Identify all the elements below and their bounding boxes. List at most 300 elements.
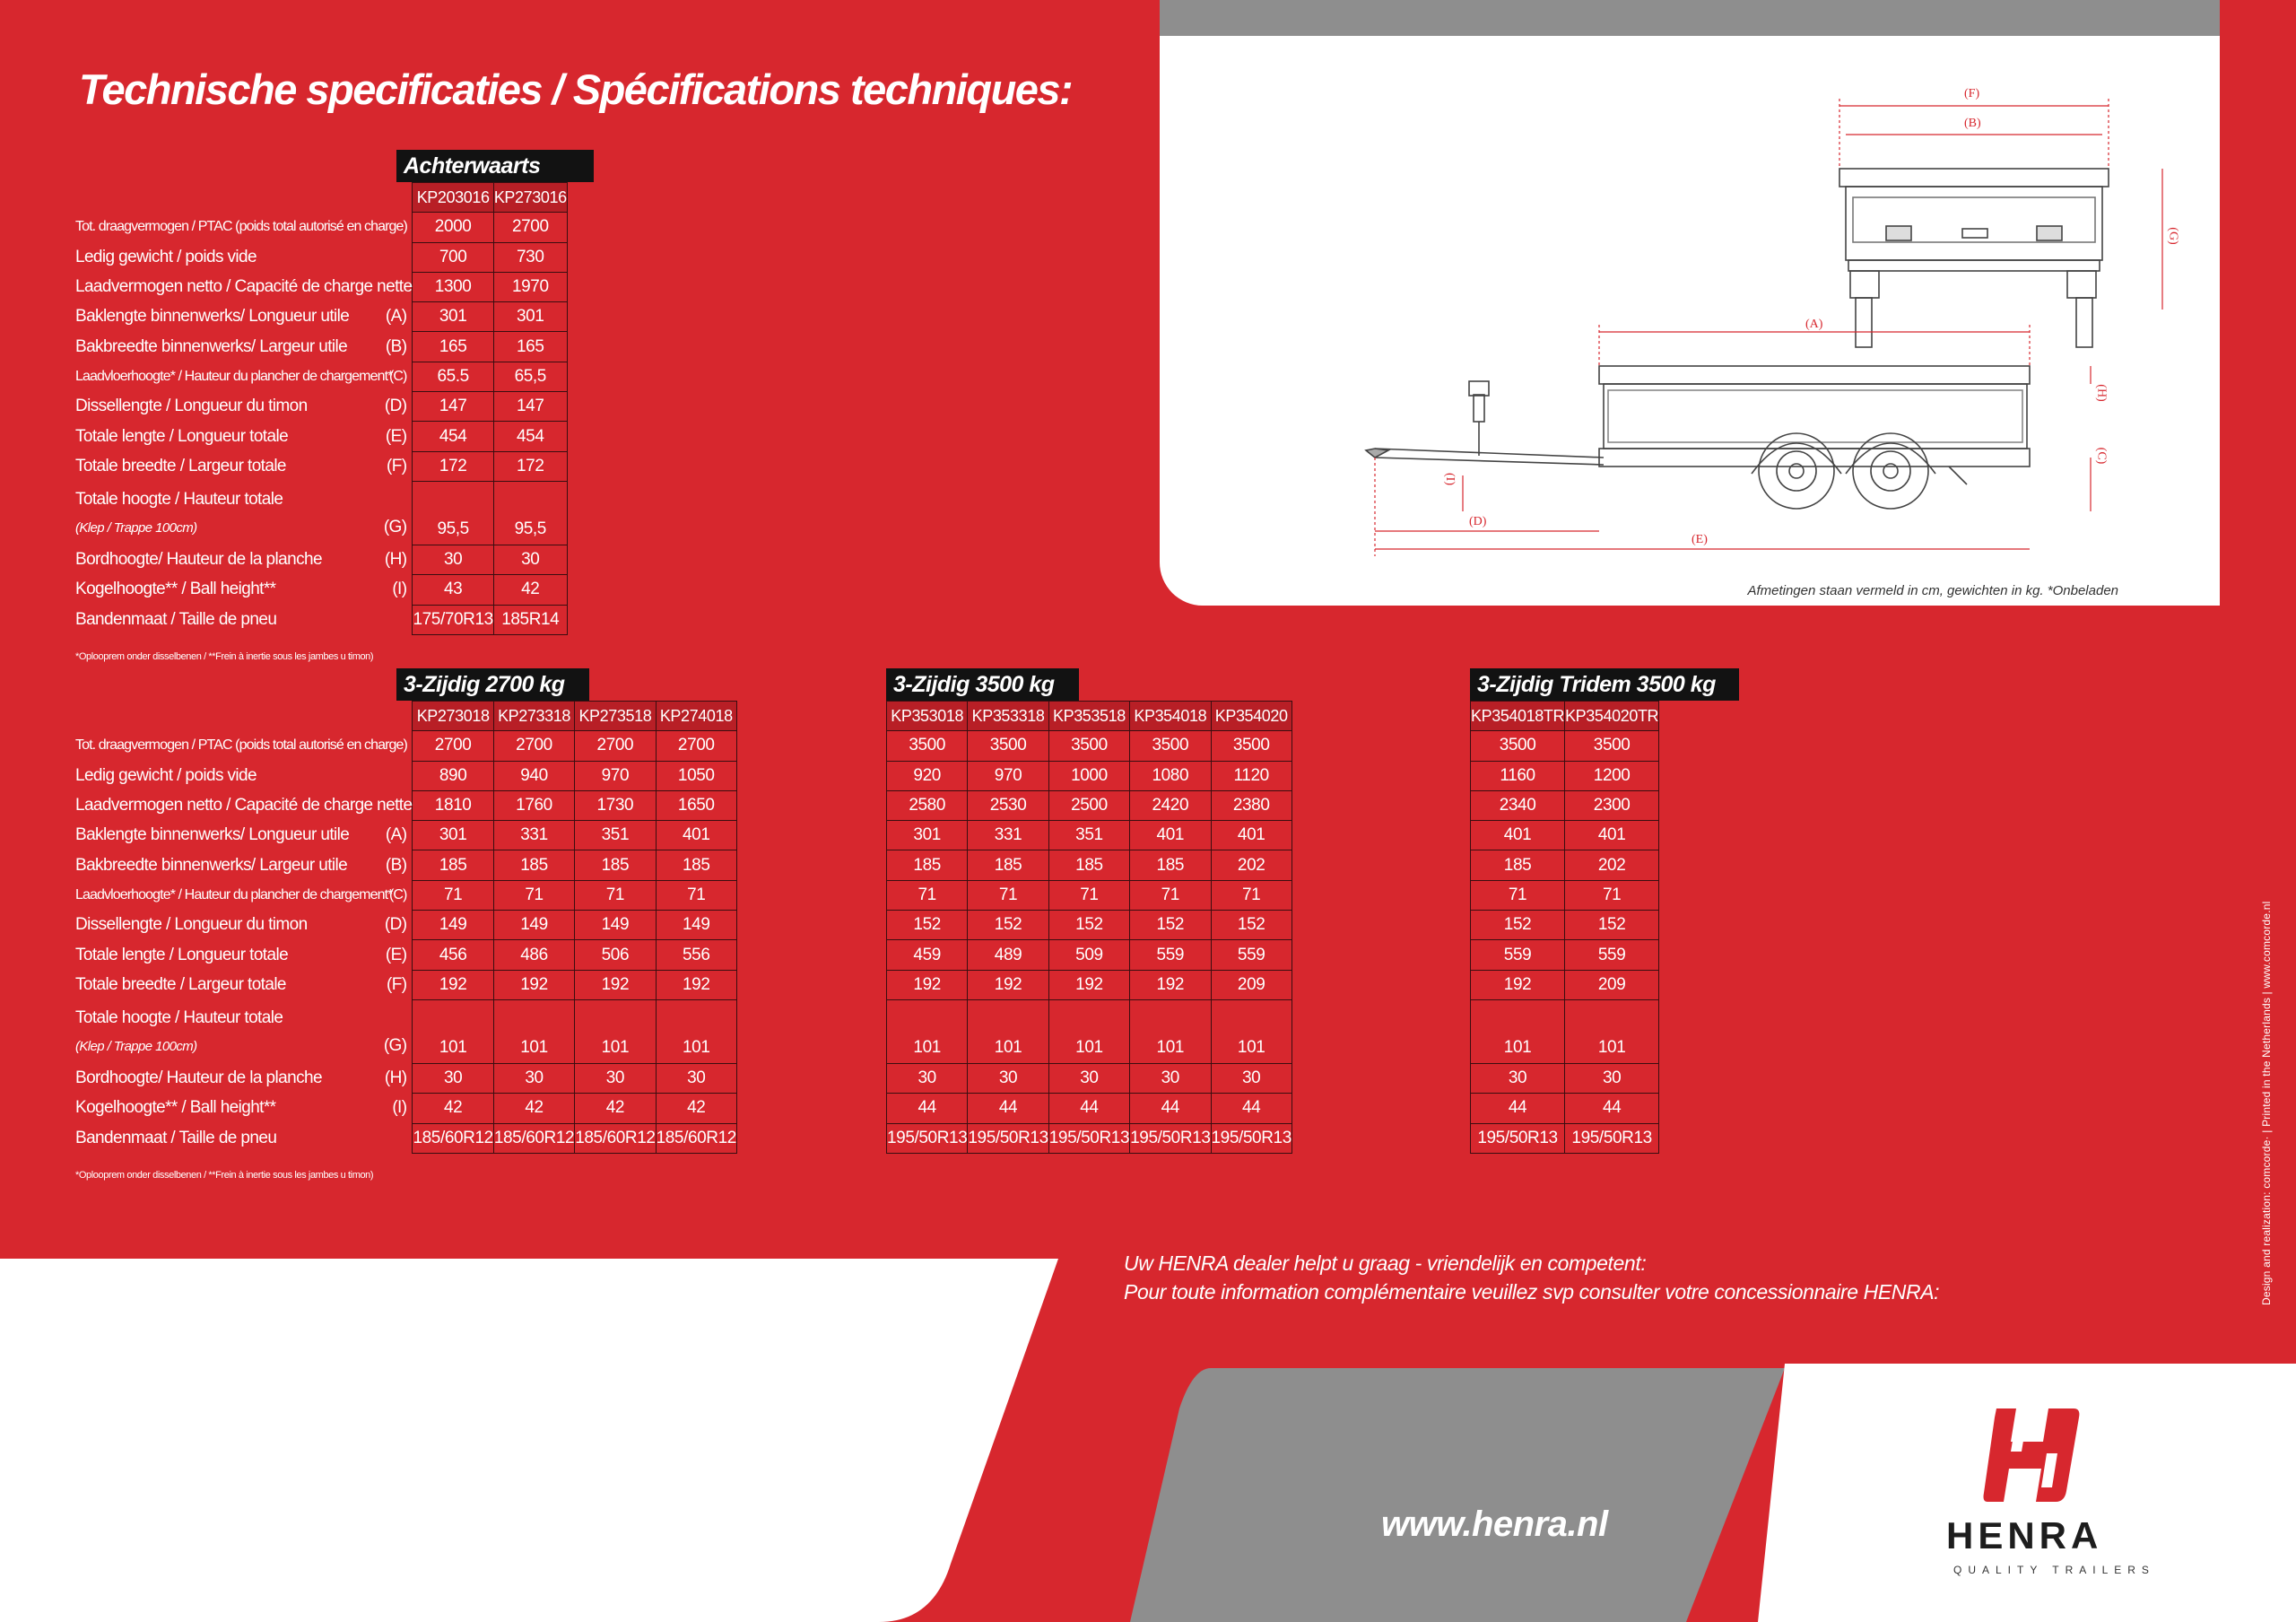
spec-value: 30: [656, 1063, 736, 1093]
spec-value: 152: [1471, 911, 1565, 940]
spec-row: [887, 1094, 1292, 1123]
spec-value: 71: [968, 880, 1048, 910]
spec-row: [1471, 880, 1659, 910]
spec-value: 730: [493, 242, 567, 272]
dim-d-label: (D): [1469, 515, 1487, 528]
spec-value: 165: [413, 332, 493, 362]
brand-tagline: QUALITY TRAILERS: [1953, 1564, 2155, 1576]
model-row: [887, 702, 1292, 731]
spec-label: [75, 790, 413, 820]
spec-value: 331: [968, 821, 1048, 850]
spec-value: 3500: [968, 731, 1048, 761]
spec-row: [1471, 790, 1659, 820]
footnote: *Oplooprem onder disselbenen / **Frein à inertie sous les jambes u timon): [75, 651, 374, 662]
spec-value: 192: [887, 970, 968, 999]
spec-value: 2420: [1130, 790, 1211, 820]
spec-value: 44: [1048, 1094, 1129, 1123]
spec-label-text: Laadvloerhoogte* / Hauteur du plancher de chargement*: [75, 368, 393, 384]
spec-value: 44: [968, 1094, 1048, 1123]
dimension-code: (G): [383, 1036, 407, 1056]
spec-row: [75, 850, 736, 880]
dimension-code: (I): [392, 580, 407, 599]
spec-value: 30: [1565, 1063, 1659, 1093]
model-code: KP273518: [575, 702, 656, 731]
spec-value: 509: [1048, 940, 1129, 970]
spec-label-text: Laadvermogen netto / Capacité de charge nette: [75, 796, 413, 815]
spec-value: 2340: [1471, 790, 1565, 820]
spec-row: [75, 362, 567, 391]
block-heading: 3-Zijdig 2700 kg: [396, 668, 589, 701]
spec-value: 195/50R13: [1048, 1123, 1129, 1153]
spec-value: 195/50R13: [887, 1123, 968, 1153]
spec-value: 700: [413, 242, 493, 272]
spec-label-text: Totale breedte / Largeur totale: [75, 456, 286, 475]
spec-value: 185: [887, 850, 968, 880]
spec-row: [887, 940, 1292, 970]
spec-value: 454: [413, 422, 493, 451]
spec-value: 101: [1130, 999, 1211, 1063]
spec-value: 30: [413, 545, 493, 574]
spec-label-text: Bakbreedte binnenwerks/ Largeur utile: [75, 855, 348, 875]
spec-value: 152: [1211, 911, 1292, 940]
spec-row: [75, 970, 736, 999]
spec-value: 1970: [493, 272, 567, 301]
spec-value: 940: [493, 761, 574, 790]
spec-row: [1471, 999, 1659, 1063]
spec-value: 331: [493, 821, 574, 850]
spec-row: [1471, 970, 1659, 999]
dim-b-label: (B): [1964, 117, 1981, 130]
spec-value: 1000: [1048, 761, 1129, 790]
spec-value: 152: [887, 911, 968, 940]
top-grey-band: [1160, 0, 2220, 36]
dealer-text: [1124, 1249, 1939, 1306]
spec-value: 71: [575, 880, 656, 910]
dimension-code: (D): [384, 397, 407, 416]
spec-value: 149: [493, 911, 574, 940]
dimension-code: (B): [385, 336, 407, 356]
spec-value: 3500: [1048, 731, 1129, 761]
model-code: KP274018: [656, 702, 736, 731]
dimension-code: (B): [385, 855, 407, 875]
spec-label: [75, 850, 413, 880]
dimension-code: (G): [383, 518, 407, 537]
spec-label-text: Baklengte binnenwerks/ Longueur utile: [75, 307, 350, 327]
spec-label: [75, 911, 413, 940]
spec-label-text: Kogelhoogte** / Ball height**: [75, 1098, 276, 1118]
spec-value: 30: [1130, 1063, 1211, 1093]
spec-label: [75, 731, 413, 761]
spec-row: [75, 545, 567, 574]
spec-value: 351: [1048, 821, 1129, 850]
spec-label: [75, 1063, 413, 1093]
spec-value: 185: [968, 850, 1048, 880]
spec-value: 195/50R13: [968, 1123, 1048, 1153]
spec-value: 185/60R12: [656, 1123, 736, 1153]
dimension-code: (I): [392, 1098, 407, 1118]
dimension-code: (E): [385, 426, 407, 446]
spec-value: 2580: [887, 790, 968, 820]
spec-value: 152: [1565, 911, 1659, 940]
block-heading: 3-Zijdig Tridem 3500 kg: [1470, 668, 1739, 701]
spec-value: 1810: [413, 790, 493, 820]
spec-value: 454: [493, 422, 567, 451]
spec-row: [887, 880, 1292, 910]
spec-value: 3500: [1565, 731, 1659, 761]
spec-value: 2700: [493, 731, 574, 761]
spec-value: 202: [1565, 850, 1659, 880]
spec-value: 1120: [1211, 761, 1292, 790]
spec-value: 147: [413, 392, 493, 422]
spec-value: 401: [1211, 821, 1292, 850]
dimension-code: (C): [388, 886, 407, 903]
spec-label-text: Tot. draagvermogen / PTAC (poids total autorisé en charge): [75, 737, 407, 754]
spec-value: 101: [413, 999, 493, 1063]
grey-footer-band: [1130, 1368, 1812, 1622]
spec-label: [75, 970, 413, 999]
spec-row: [1471, 1063, 1659, 1093]
spec-label: [75, 392, 413, 422]
spec-row: [1471, 731, 1659, 761]
spec-value: 71: [887, 880, 968, 910]
spec-value: 456: [413, 940, 493, 970]
spec-value: 152: [968, 911, 1048, 940]
dim-i-label: (I): [1443, 473, 1457, 485]
dimension-code: (A): [385, 307, 407, 327]
spec-label-text: Bandenmaat / Taille de pneu: [75, 1128, 277, 1147]
spec-value: 43: [413, 575, 493, 605]
spec-value: 149: [656, 911, 736, 940]
spec-row: [887, 970, 1292, 999]
model-code: KP273018: [413, 702, 493, 731]
spec-label: [75, 272, 413, 301]
spec-value: 185: [1130, 850, 1211, 880]
spec-value: 44: [1565, 1094, 1659, 1123]
spec-value: 42: [656, 1094, 736, 1123]
spec-label-sub: (Klep / Trappe 100cm): [75, 1039, 197, 1055]
spec-value: 101: [493, 999, 574, 1063]
spec-row: [75, 1123, 736, 1153]
spec-label-text: Bandenmaat / Taille de pneu: [75, 609, 277, 629]
page-title: Technische specificaties / Spécifications techniques:: [79, 65, 1073, 113]
spec-value: 30: [413, 1063, 493, 1093]
spec-value: 185: [413, 850, 493, 880]
model-code: KP273318: [493, 702, 574, 731]
spec-row: [75, 302, 567, 332]
spec-table: [75, 701, 737, 1154]
spec-value: 351: [575, 821, 656, 850]
spec-value: 506: [575, 940, 656, 970]
spec-row: [887, 850, 1292, 880]
spec-value: 970: [575, 761, 656, 790]
spec-value: 2500: [1048, 790, 1129, 820]
spec-value: 486: [493, 940, 574, 970]
spec-table: [1470, 701, 1659, 1154]
spec-value: 101: [1048, 999, 1129, 1063]
spec-value: 185/60R12: [493, 1123, 574, 1153]
spec-value: 101: [656, 999, 736, 1063]
spec-value: 185R14: [493, 605, 567, 634]
credits-text: Design and realization: comcorde· | Printed in the Netherlands | www.comcorde.nl: [2260, 901, 2273, 1305]
spec-value: 209: [1565, 970, 1659, 999]
spec-label: [75, 451, 413, 481]
model-row: [75, 702, 736, 731]
spec-label: [75, 821, 413, 850]
spec-value: 2700: [413, 731, 493, 761]
model-code: KP354018: [1130, 702, 1211, 731]
spec-value: 559: [1211, 940, 1292, 970]
spec-value: 71: [1048, 880, 1129, 910]
spec-value: 1160: [1471, 761, 1565, 790]
spec-value: 2300: [1565, 790, 1659, 820]
spec-value: 1050: [656, 761, 736, 790]
spec-value: 149: [413, 911, 493, 940]
spec-label-text: Ledig gewicht / poids vide: [75, 765, 257, 785]
spec-label-text: Dissellengte / Longueur du timon: [75, 397, 308, 416]
spec-label-text: Totale lengte / Longueur totale: [75, 945, 289, 964]
spec-value: 185/60R12: [413, 1123, 493, 1153]
spec-value: 920: [887, 761, 968, 790]
dimension-code: (E): [385, 945, 407, 964]
model-code: KP354018TR: [1471, 702, 1565, 731]
spec-row: [887, 1123, 1292, 1153]
spec-label: [75, 242, 413, 272]
spec-label-text: Baklengte binnenwerks/ Longueur utile: [75, 825, 350, 845]
spec-value: 165: [493, 332, 567, 362]
dim-c-label: (C): [2094, 447, 2109, 465]
dim-h-label: (H): [2094, 384, 2109, 402]
spec-value: 301: [887, 821, 968, 850]
spec-row: [1471, 1123, 1659, 1153]
spec-row: [1471, 821, 1659, 850]
spec-value: 172: [493, 451, 567, 481]
spec-value: 71: [1211, 880, 1292, 910]
spec-row: [887, 999, 1292, 1063]
spec-value: 71: [1565, 880, 1659, 910]
spec-row: [887, 1063, 1292, 1093]
spec-value: 101: [1211, 999, 1292, 1063]
spec-value: 2380: [1211, 790, 1292, 820]
spec-row: [75, 790, 736, 820]
spec-value: 401: [1130, 821, 1211, 850]
spec-value: 195/50R13: [1565, 1123, 1659, 1153]
spec-table: [75, 182, 568, 635]
spec-value: 192: [493, 970, 574, 999]
model-code: KP353318: [968, 702, 1048, 731]
spec-value: 1650: [656, 790, 736, 820]
spec-value: 185: [493, 850, 574, 880]
spec-label-text: Bordhoogte/ Hauteur de la planche: [75, 1068, 322, 1088]
spec-label: [75, 302, 413, 332]
empty-cell: [75, 702, 413, 731]
spec-row: [887, 821, 1292, 850]
spec-row: [75, 272, 567, 301]
spec-value: 71: [1130, 880, 1211, 910]
dealer-line-nl: Uw HENRA dealer helpt u graag - vriendelijk en competent:: [1124, 1251, 1647, 1275]
spec-value: 30: [1048, 1063, 1129, 1093]
spec-label: [75, 1094, 413, 1123]
spec-value: 301: [413, 821, 493, 850]
spec-label-text: Bordhoogte/ Hauteur de la planche: [75, 550, 322, 570]
spec-row: [75, 481, 567, 545]
spec-value: 149: [575, 911, 656, 940]
spec-value: 95,5: [493, 481, 567, 545]
spec-label-text: Totale lengte / Longueur totale: [75, 426, 289, 446]
dimension-code: (A): [385, 825, 407, 845]
spec-label: [75, 422, 413, 451]
spec-value: 42: [493, 1094, 574, 1123]
spec-label: [75, 362, 413, 391]
dim-a-label: (A): [1805, 318, 1823, 331]
website-url[interactable]: www.henra.nl: [1381, 1504, 1608, 1544]
spec-value: 44: [1130, 1094, 1211, 1123]
spec-label-text: Totale breedte / Largeur totale: [75, 974, 286, 994]
spec-row: [887, 790, 1292, 820]
spec-value: 101: [887, 999, 968, 1063]
spec-value: 65.5: [413, 362, 493, 391]
spec-label: [75, 481, 413, 545]
spec-row: [75, 575, 567, 605]
spec-value: 192: [968, 970, 1048, 999]
spec-value: 1730: [575, 790, 656, 820]
spec-value: 71: [413, 880, 493, 910]
spec-value: 195/50R13: [1471, 1123, 1565, 1153]
spec-value: 71: [493, 880, 574, 910]
spec-value: 1080: [1130, 761, 1211, 790]
spec-value: 301: [413, 302, 493, 332]
spec-label: [75, 213, 413, 242]
spec-label: [75, 999, 413, 1063]
henra-logo-icon: [1980, 1401, 2088, 1509]
spec-row: [75, 1094, 736, 1123]
model-code: KP273016: [493, 183, 567, 213]
spec-label: [75, 575, 413, 605]
dimension-code: (F): [386, 456, 407, 475]
spec-value: 185: [1048, 850, 1129, 880]
spec-value: 185: [1471, 850, 1565, 880]
spec-row: [1471, 761, 1659, 790]
spec-value: 152: [1048, 911, 1129, 940]
dealer-line-fr: Pour toute information complémentaire veuillez svp consulter votre concessionnaire HENRA:: [1124, 1280, 1940, 1304]
spec-label-main: Totale hoogte / Hauteur totale: [75, 1008, 283, 1028]
spec-value: 30: [493, 1063, 574, 1093]
spec-value: 71: [1471, 880, 1565, 910]
spec-value: 42: [575, 1094, 656, 1123]
spec-value: 1200: [1565, 761, 1659, 790]
spec-label-text: Kogelhoogte** / Ball height**: [75, 580, 276, 599]
spec-value: 489: [968, 940, 1048, 970]
dimension-code: (H): [384, 1068, 407, 1088]
spec-value: 559: [1130, 940, 1211, 970]
spec-value: 2530: [968, 790, 1048, 820]
spec-value: 401: [1565, 821, 1659, 850]
spec-value: 2000: [413, 213, 493, 242]
spec-value: 2700: [656, 731, 736, 761]
dimension-code: (C): [388, 368, 407, 384]
spec-row: [1471, 1094, 1659, 1123]
spec-label: [75, 545, 413, 574]
spec-value: 192: [1130, 970, 1211, 999]
spec-value: 401: [656, 821, 736, 850]
dim-f-label: (F): [1964, 87, 1980, 100]
footnote: *Oplooprem onder disselbenen / **Frein à inertie sous les jambes u timon): [75, 1170, 374, 1181]
spec-label-text: Laadvloerhoogte* / Hauteur du plancher de chargement*: [75, 886, 393, 903]
block-heading: Achterwaarts: [396, 150, 594, 182]
dimension-code: (D): [384, 915, 407, 935]
spec-row: [75, 213, 567, 242]
spec-value: 172: [413, 451, 493, 481]
spec-row: [75, 451, 567, 481]
spec-value: 556: [656, 940, 736, 970]
spec-value: 42: [493, 575, 567, 605]
spec-value: 44: [887, 1094, 968, 1123]
spec-label: [75, 1123, 413, 1153]
spec-value: 1760: [493, 790, 574, 820]
spec-value: 44: [1211, 1094, 1292, 1123]
spec-value: 30: [1211, 1063, 1292, 1093]
spec-row: [75, 761, 736, 790]
spec-value: 209: [1211, 970, 1292, 999]
spec-table: [886, 701, 1292, 1154]
spec-row: [75, 999, 736, 1063]
spec-value: 44: [1471, 1094, 1565, 1123]
spec-row: [887, 761, 1292, 790]
spec-row: [75, 242, 567, 272]
spec-value: 3500: [1471, 731, 1565, 761]
model-code: KP354020TR: [1565, 702, 1659, 731]
spec-value: 185: [575, 850, 656, 880]
spec-row: [75, 422, 567, 451]
spec-value: 559: [1565, 940, 1659, 970]
spec-label-main: Totale hoogte / Hauteur totale: [75, 490, 283, 510]
spec-value: 559: [1471, 940, 1565, 970]
dimension-code: (H): [384, 550, 407, 570]
spec-row: [75, 880, 736, 910]
technical-drawing-panel: [1160, 36, 2220, 606]
spec-value: 30: [575, 1063, 656, 1093]
spec-value: 890: [413, 761, 493, 790]
model-code: KP353518: [1048, 702, 1129, 731]
spec-row: [1471, 940, 1659, 970]
spec-row: [887, 731, 1292, 761]
spec-value: 30: [968, 1063, 1048, 1093]
spec-value: 401: [1471, 821, 1565, 850]
spec-value: 30: [493, 545, 567, 574]
spec-row: [75, 392, 567, 422]
spec-value: 101: [1565, 999, 1659, 1063]
dim-g-label: (G): [2166, 227, 2180, 245]
model-row: [1471, 702, 1659, 731]
spec-label-text: Dissellengte / Longueur du timon: [75, 915, 308, 935]
spec-row: [75, 332, 567, 362]
spec-value: 147: [493, 392, 567, 422]
model-code: KP203016: [413, 183, 493, 213]
spec-value: 301: [493, 302, 567, 332]
spec-value: 3500: [887, 731, 968, 761]
brand-name: HENRA: [1946, 1514, 2103, 1557]
spec-label-text: Bakbreedte binnenwerks/ Largeur utile: [75, 336, 348, 356]
drawing-note: Afmetingen staan vermeld in cm, gewichten in kg. *Onbeladen: [1747, 583, 2118, 598]
dim-e-label: (E): [1692, 533, 1708, 546]
spec-value: 42: [413, 1094, 493, 1123]
spec-value: 1300: [413, 272, 493, 301]
spec-value: 185/60R12: [575, 1123, 656, 1153]
spec-value: 101: [575, 999, 656, 1063]
empty-cell: [75, 183, 413, 213]
model-row: [75, 183, 567, 213]
spec-row: [75, 821, 736, 850]
spec-value: 101: [1471, 999, 1565, 1063]
